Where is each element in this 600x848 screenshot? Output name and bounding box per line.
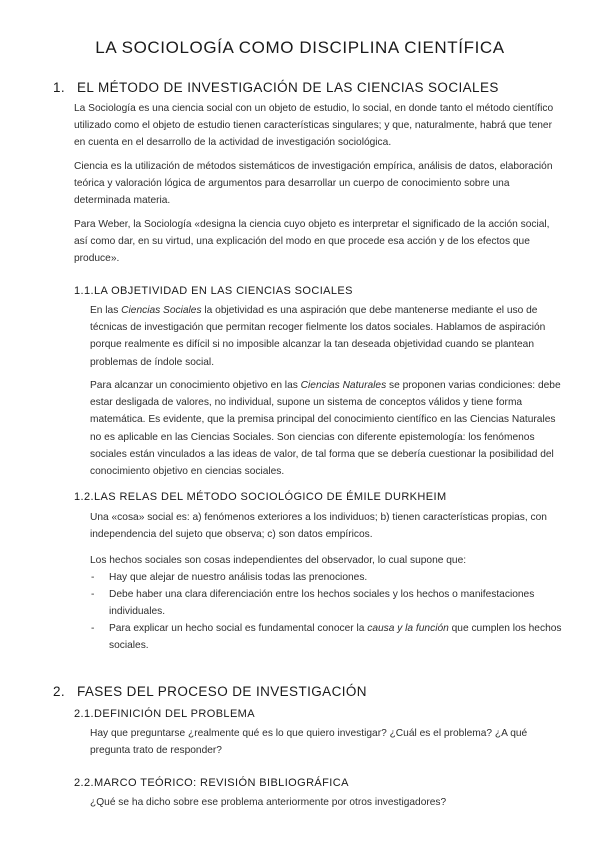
text-run: En las xyxy=(90,305,122,316)
section-2-number: 2. xyxy=(53,684,66,699)
list-item xyxy=(91,620,564,654)
subsection-1-2-paragraph-1: Una «cosa» social es: a) fenómenos exteriores a los individuos; b) tienen características propias, con independencia del sujeto que observa; c) son datos empíricos. xyxy=(90,512,547,541)
text-run: se proponen varias condiciones: debe estar desligada de valores, no individual, supone un sistema de conceptos válidos y tiene forma matemática. Es evidente, que la premisa principal del conocimiento científico en las Ciencias Naturales no es aplicable en las Ciencias Sociales. Son ciencias con diferente epistemología: los fenómenos sociales están vinculados a las ideas de valor, de tal forma que se debería cuestionar la posibilidad del conocimiento objetivo en ciencias sociales. xyxy=(90,380,561,478)
emphasis-text: Ciencias Sociales xyxy=(121,305,202,316)
subsection-2-1-title: DEFINICIÓN DEL PROBLEMA xyxy=(94,708,255,720)
subsection-2-2-number: 2.2. xyxy=(74,777,94,789)
list-item xyxy=(91,569,564,586)
subsection-1-1-title: LA OBJETIVIDAD EN LAS CIENCIAS SOCIALES xyxy=(94,285,353,297)
subsection-1-1-heading xyxy=(74,285,353,297)
list-dash: - xyxy=(91,623,95,634)
subsection-1-2-number: 1.2. xyxy=(74,491,94,503)
text-run: Para alcanzar un conocimiento objetivo en las xyxy=(90,380,301,391)
subsection-1-2-heading xyxy=(74,491,447,503)
section-1-title: EL MÉTODO DE INVESTIGACIÓN DE LAS CIENCIAS SOCIALES xyxy=(77,80,499,95)
section-1-paragraph-1: La Sociología es una ciencia social con un objeto de estudio, lo social, en donde tanto el método científico utilizado como el objeto de estudio tienen características singulares; y que, naturalmente, habrá que tener en cuenta en el desarrollo de la actividad de investigación sociológica. xyxy=(74,103,554,149)
emphasis-text: Ciencias Naturales xyxy=(300,380,387,391)
subsection-2-1-number: 2.1. xyxy=(74,708,94,720)
text-run: Para explicar un hecho social es fundamental conocer la xyxy=(109,623,368,634)
section-1-heading xyxy=(53,80,499,95)
subsection-1-2-title: LAS RELAS DEL MÉTODO SOCIOLÓGICO DE ÉMILE DURKHEIM xyxy=(94,491,447,503)
list-dash: - xyxy=(91,589,95,600)
list-item xyxy=(91,586,564,620)
subsection-2-2-paragraph: ¿Qué se ha dicho sobre ese problema anteriormente por otros investigadores? xyxy=(90,797,447,808)
section-2-title: FASES DEL PROCESO DE INVESTIGACIÓN xyxy=(77,684,367,699)
subsection-2-2-heading xyxy=(74,777,349,789)
emphasis-text: causa y la función xyxy=(367,623,449,634)
list-item-text: Hay que alejar de nuestro análisis todas las prenociones. xyxy=(109,572,368,583)
page-title: LA SOCIOLOGÍA COMO DISCIPLINA CIENTÍFICA xyxy=(95,38,505,57)
subsection-2-1-heading xyxy=(74,708,255,720)
subsection-1-1-number: 1.1. xyxy=(74,285,94,297)
subsection-1-2-paragraph-2: Los hechos sociales son cosas independientes del observador, lo cual supone que: xyxy=(90,555,467,566)
list-dash: - xyxy=(91,572,95,583)
subsection-2-2-title: MARCO TEÓRICO: REVISIÓN BIBLIOGRÁFICA xyxy=(94,777,349,789)
section-1-paragraph-2: Ciencia es la utilización de métodos sistemáticos de investigación empírica, análisis de datos, elaboración teórica y valoración lógica de argumentos para desarrollar un cuerpo de conocimiento sobre una determinada materia. xyxy=(74,161,553,207)
subsection-2-1-paragraph: Hay que preguntarse ¿realmente qué es lo que quiero investigar? ¿Cuál es el problema? ¿A qué pregunta trato de responder? xyxy=(90,728,528,757)
section-1-paragraph-3: Para Weber, la Sociología «designa la ciencia cuyo objeto es interpretar el significado de la acción social, así como dar, en su virtud, una explicación del modo en que procede esa acción y de los efectos que produce». xyxy=(74,219,550,265)
subsection-1-1-paragraph-1 xyxy=(90,302,564,371)
text-run: que cumplen los hechos sociales. xyxy=(109,623,562,652)
list-item-text: Debe haber una clara diferenciación entre los hechos sociales y los hechos o manifestaciones individuales. xyxy=(109,589,535,618)
text-run: la objetividad es una aspiración que debe mantenerse mediante el uso de técnicas de investigación que permitan recoger fielmente los datos sociales. Hablamos de aspiración porque realmente es difícil si no imposible alcanzar la tan deseada objetividad cuando se plantean problemas de índole social. xyxy=(90,305,546,368)
section-1-number: 1. xyxy=(53,80,66,95)
subsection-1-1-paragraph-2 xyxy=(90,377,564,480)
section-2-heading xyxy=(53,684,367,699)
